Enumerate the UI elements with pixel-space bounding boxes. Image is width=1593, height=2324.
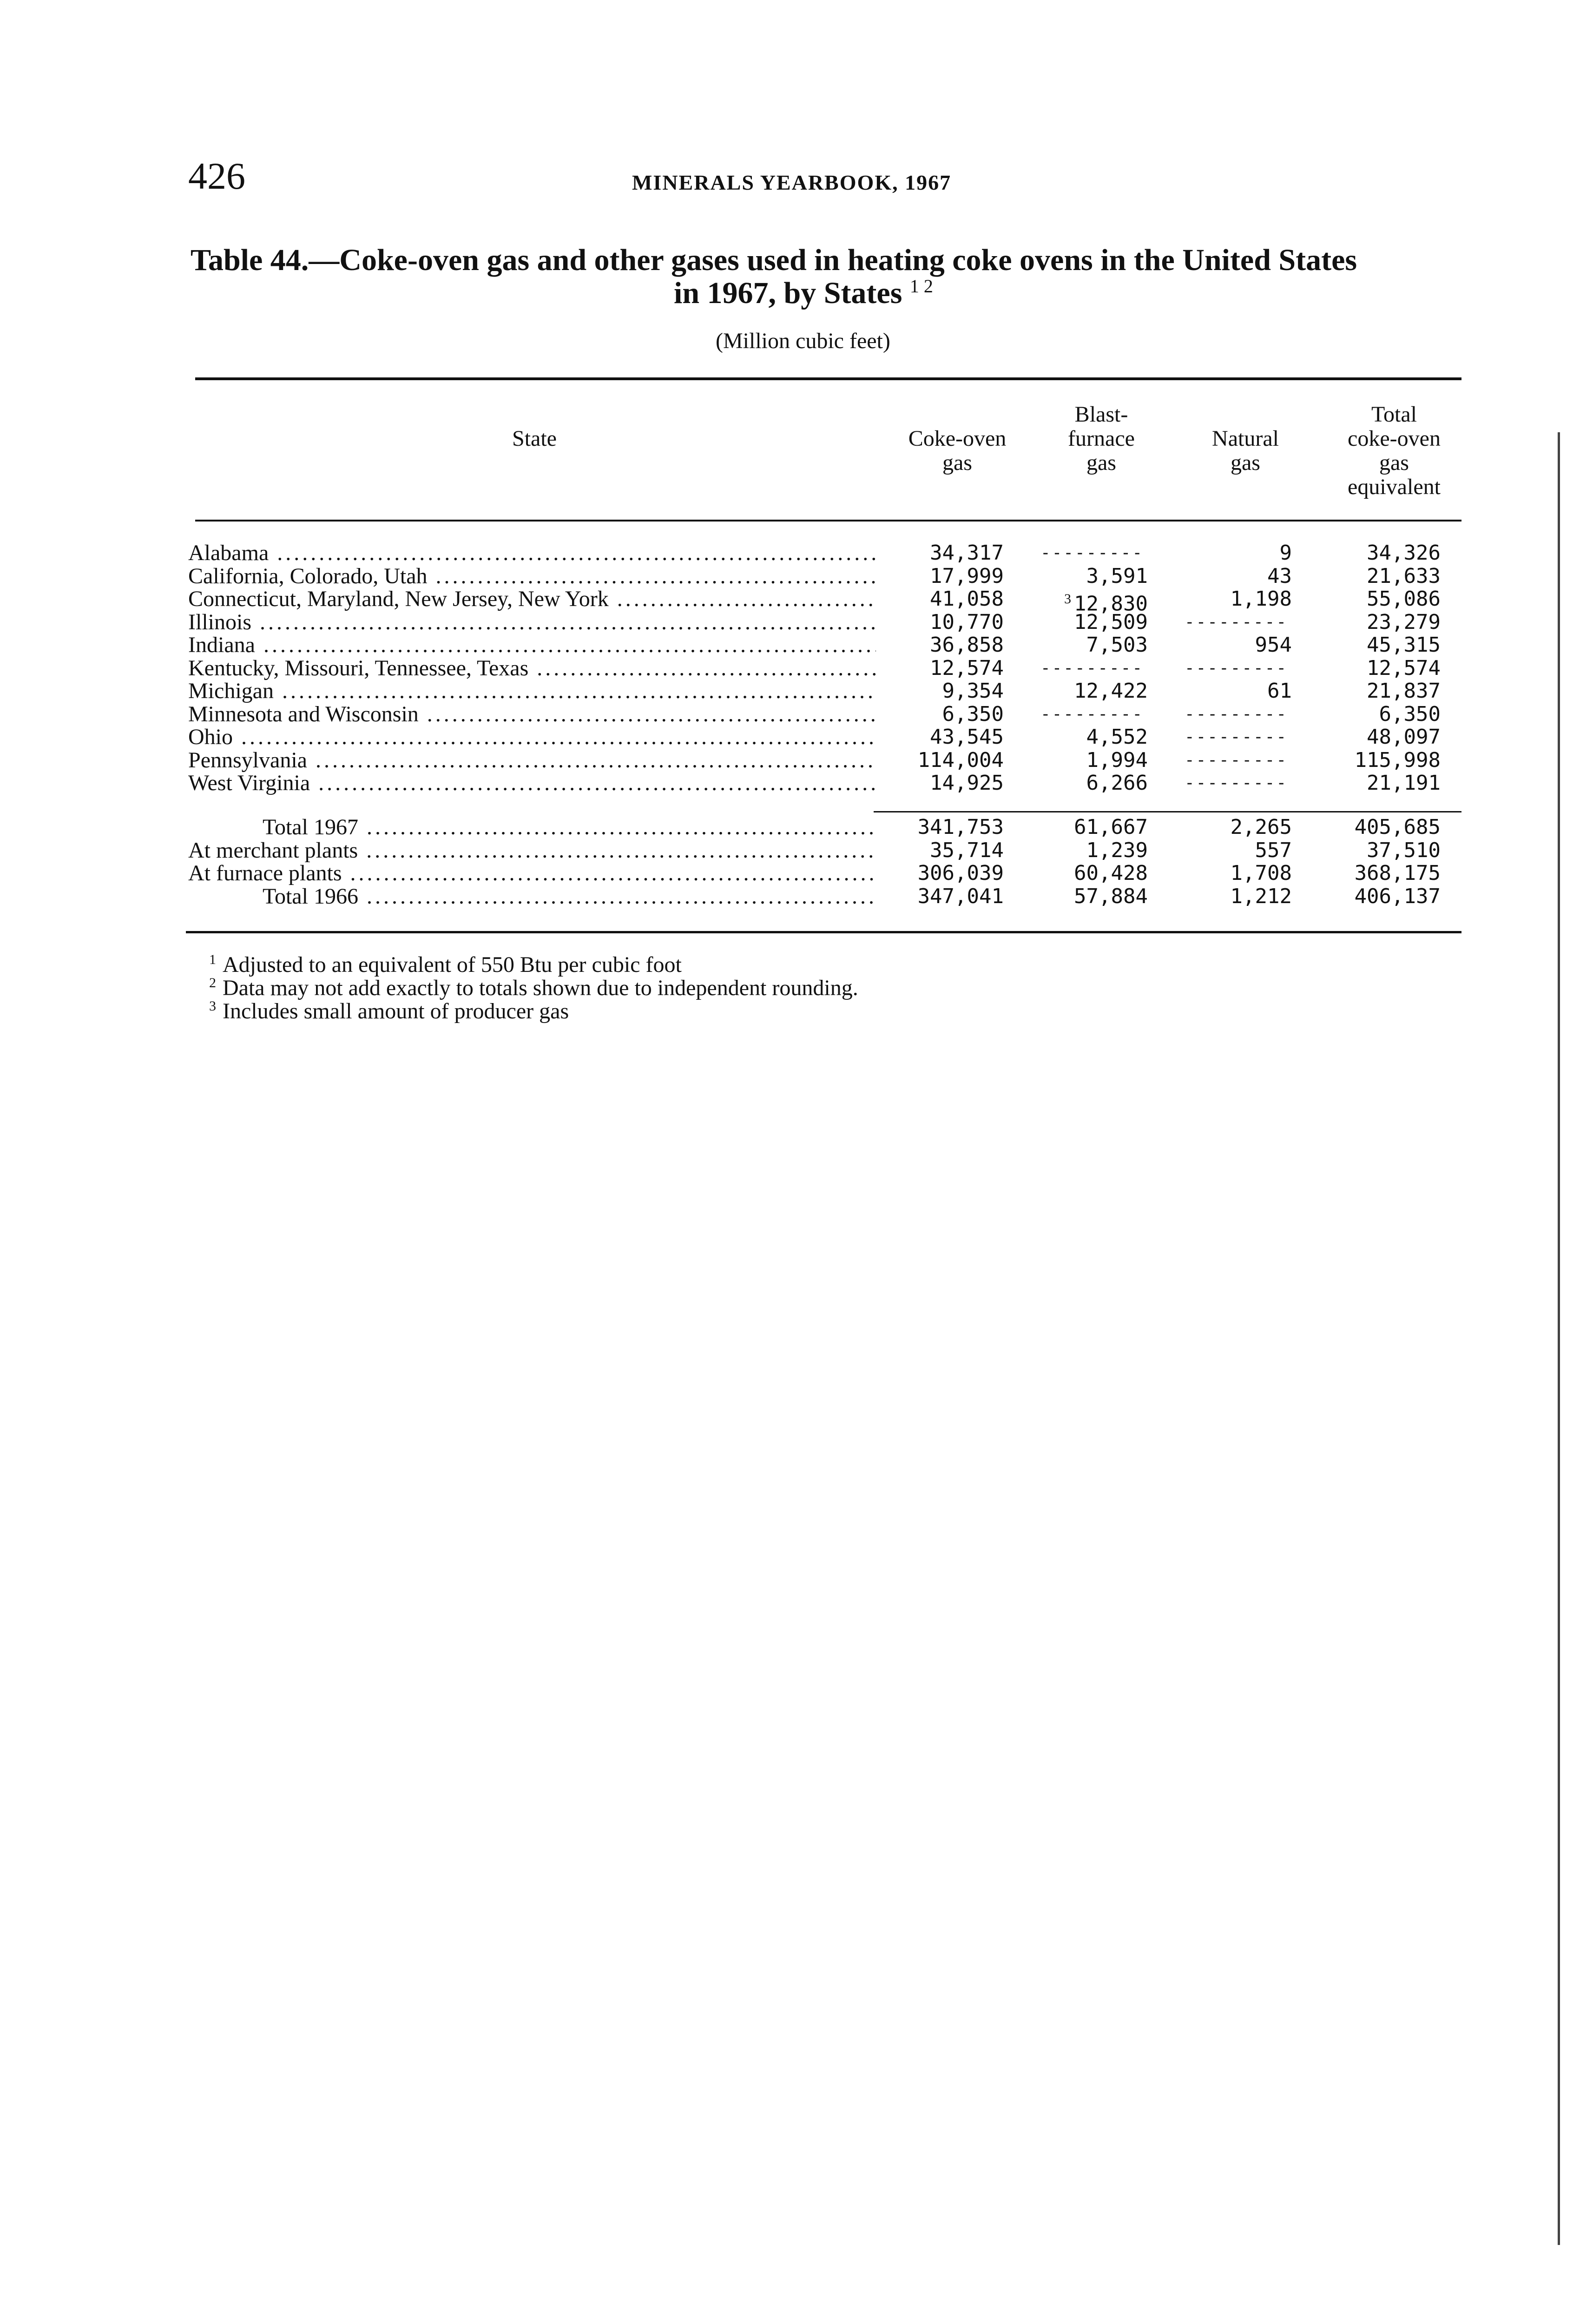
cell-total (1367, 772, 1441, 795)
cell-value: 14,925 (930, 771, 1004, 795)
cell-coke-oven (918, 862, 1004, 885)
cell-value: 3,591 (1086, 564, 1148, 588)
totals-top-rule (874, 811, 1461, 812)
cell-value: 36,858 (930, 633, 1004, 657)
cell-coke-oven (942, 680, 1004, 703)
cell-value: --------- (1184, 659, 1288, 678)
state-row (0, 680, 1593, 703)
state-label (188, 749, 876, 772)
cell-coke-oven (930, 588, 1004, 611)
cell-value: 6,266 (1086, 771, 1148, 795)
cell-blast-furnace (1074, 862, 1148, 885)
cell-coke-oven (930, 565, 1004, 588)
cell-value: 954 (1255, 633, 1292, 657)
row-label-text: Ohio (188, 726, 233, 749)
cell-value: 37,510 (1367, 838, 1441, 862)
cell-coke-oven (930, 772, 1004, 795)
cell-value: 114,004 (917, 748, 1004, 772)
cell-value: 115,998 (1354, 748, 1441, 772)
row-label-text: West Virginia (188, 772, 310, 795)
table-units: (Million cubic feet) (716, 329, 890, 353)
title-footnote-refs: 1 2 (909, 276, 933, 297)
footnote-3: $^3$ Includes small amount of producer gas (209, 998, 569, 1023)
cell-value: --------- (1040, 543, 1144, 562)
total-row (0, 885, 1593, 908)
cell-value: --------- (1184, 773, 1288, 792)
cell-natural (1176, 657, 1297, 680)
cell-coke-oven (930, 726, 1004, 749)
cell-blast-furnace (1086, 726, 1148, 749)
state-label (188, 726, 876, 749)
state-row (0, 703, 1593, 726)
footnote-1: $^1$ Adjusted to an equivalent of 550 Btu per cubic foot (209, 952, 682, 977)
cell-natural (1231, 588, 1292, 611)
state-row (0, 565, 1593, 588)
row-label-text: Michigan (188, 680, 274, 703)
row-label-text: Connecticut, Maryland, New Jersey, New York (188, 588, 609, 611)
cell-value: --------- (1040, 705, 1144, 724)
cell-value: --------- (1184, 705, 1288, 724)
cell-natural (1176, 772, 1297, 795)
column-header-coke-oven: Coke-oven gas (908, 426, 1007, 475)
cell-blast-furnace (1074, 680, 1148, 703)
cell-value: 12,574 (930, 656, 1004, 680)
state-label (188, 772, 876, 795)
total-row (0, 862, 1593, 885)
state-label (188, 657, 876, 680)
cell-blast-furnace (1086, 772, 1148, 795)
cell-value: 45,315 (1367, 633, 1441, 657)
cell-value: 17,999 (930, 564, 1004, 588)
cell-blast-furnace (1086, 634, 1148, 657)
row-label-text: Minnesota and Wisconsin (188, 703, 419, 726)
cell-natural (1267, 680, 1292, 703)
total-label (188, 862, 876, 885)
cell-coke-oven (942, 703, 1004, 726)
cell-value: 21,633 (1367, 564, 1441, 588)
cell-value: 12,422 (1074, 679, 1148, 703)
total-label (263, 816, 876, 839)
footnote-ref: 3 (1064, 591, 1072, 607)
cell-coke-oven (918, 816, 1004, 839)
cell-value: 43 (1267, 564, 1292, 588)
cell-blast-furnace (1074, 816, 1148, 839)
state-label (188, 611, 876, 634)
cell-blast-furnace (1032, 541, 1152, 565)
cell-value: 4,552 (1086, 725, 1148, 749)
cell-value: 341,753 (917, 815, 1004, 839)
cell-value: 61,667 (1074, 815, 1148, 839)
cell-natural (1176, 726, 1297, 749)
cell-value: 406,137 (1354, 885, 1441, 908)
cell-value: 57,884 (1074, 885, 1148, 908)
cell-value: 6,350 (942, 702, 1004, 726)
cell-natural (1176, 703, 1297, 726)
cell-value: 12,509 (1074, 610, 1148, 634)
cell-coke-oven (930, 541, 1004, 565)
state-label (188, 703, 876, 726)
cell-natural (1176, 611, 1297, 634)
cell-total (1379, 703, 1441, 726)
cell-value: 34,326 (1367, 541, 1441, 565)
total-row (0, 816, 1593, 839)
cell-natural (1255, 839, 1292, 862)
cell-value: 21,837 (1367, 679, 1441, 703)
cell-blast-furnace (1086, 565, 1148, 588)
cell-value: --------- (1184, 727, 1288, 746)
cell-value: 1,708 (1230, 861, 1292, 885)
cell-natural (1267, 565, 1292, 588)
cell-value: 61 (1267, 679, 1292, 703)
row-label-text: California, Colorado, Utah (188, 565, 428, 588)
cell-natural (1176, 749, 1297, 772)
cell-value: 41,058 (930, 587, 1004, 611)
column-header-state: State (512, 426, 557, 451)
state-label (188, 565, 876, 588)
cell-value: 35,714 (930, 838, 1004, 862)
state-label (188, 588, 876, 611)
cell-value: 55,086 (1367, 587, 1441, 611)
table-top-rule (195, 377, 1461, 380)
cell-value: 21,191 (1367, 771, 1441, 795)
table-bottom-rule (186, 931, 1461, 933)
cell-total (1367, 839, 1441, 862)
cell-total (1367, 565, 1441, 588)
cell-total (1355, 885, 1441, 908)
state-row (0, 749, 1593, 772)
cell-total (1355, 862, 1441, 885)
cell-value: 1,239 (1086, 838, 1148, 862)
cell-value: 9,354 (942, 679, 1004, 703)
cell-total (1367, 588, 1441, 611)
table-title-line2: in 1967, by States (674, 276, 902, 310)
cell-natural (1231, 816, 1292, 839)
cell-value: --------- (1184, 751, 1288, 770)
cell-value: 368,175 (1354, 861, 1441, 885)
row-label-text: At merchant plants (188, 839, 358, 862)
cell-value: 405,685 (1354, 815, 1441, 839)
cell-blast-furnace (1086, 839, 1148, 862)
cell-value: 10,770 (930, 610, 1004, 634)
cell-total (1367, 634, 1441, 657)
cell-blast-furnace (1032, 657, 1152, 680)
state-row (0, 634, 1593, 657)
cell-value: 2,265 (1230, 815, 1292, 839)
table-title-continued (674, 275, 933, 311)
cell-value: 12,830 (1074, 592, 1148, 616)
row-label-text: At furnace plants (188, 862, 342, 885)
table-title: Table 44.—Coke-oven gas and other gases used in heating coke ovens in the United States (191, 243, 1357, 277)
state-row (0, 657, 1593, 680)
cell-value: 7,503 (1086, 633, 1148, 657)
cell-value: 60,428 (1074, 861, 1148, 885)
cell-total (1355, 749, 1441, 772)
cell-value: 557 (1255, 838, 1292, 862)
page-number: 426 (188, 155, 245, 197)
cell-natural (1280, 541, 1292, 565)
cell-value: 6,350 (1379, 702, 1441, 726)
cell-total (1355, 816, 1441, 839)
cell-value: 306,039 (917, 861, 1004, 885)
cell-value: 347,041 (917, 885, 1004, 908)
header-bottom-rule (195, 520, 1461, 522)
cell-blast-furnace (1032, 703, 1152, 726)
row-label-text: Alabama (188, 541, 269, 565)
state-row (0, 726, 1593, 749)
cell-coke-oven (918, 749, 1004, 772)
state-label (188, 541, 876, 565)
cell-total (1367, 541, 1441, 565)
cell-blast-furnace (1074, 611, 1148, 634)
total-label (188, 839, 876, 862)
cell-coke-oven (930, 611, 1004, 634)
cell-total (1367, 657, 1441, 680)
cell-value: 48,097 (1367, 725, 1441, 749)
row-label-text: Total 1967 (263, 816, 358, 839)
cell-value: 1,994 (1086, 748, 1148, 772)
cell-value: --------- (1040, 659, 1144, 678)
state-row (0, 611, 1593, 634)
cell-total (1367, 680, 1441, 703)
cell-total (1367, 726, 1441, 749)
column-header-total: Total coke-oven gas equivalent (1348, 402, 1441, 499)
cell-natural (1255, 634, 1292, 657)
row-label-text: Indiana (188, 634, 255, 657)
cell-coke-oven (930, 839, 1004, 862)
cell-value: 34,317 (930, 541, 1004, 565)
cell-coke-oven (930, 657, 1004, 680)
column-header-blast-furnace: Blast- furnace gas (1068, 402, 1135, 475)
cell-value: --------- (1184, 613, 1288, 632)
cell-value: 23,279 (1367, 610, 1441, 634)
row-label-text: Illinois (188, 611, 252, 634)
cell-natural (1231, 885, 1292, 908)
running-head: MINERALS YEARBOOK, 1967 (632, 171, 952, 194)
state-row (0, 772, 1593, 795)
row-label-text: Kentucky, Missouri, Tennessee, Texas (188, 657, 529, 680)
total-label (263, 885, 876, 908)
state-row (0, 587, 1593, 616)
total-row (0, 839, 1593, 862)
state-row (0, 541, 1593, 565)
state-label (188, 680, 876, 703)
cell-value: 1,198 (1230, 587, 1292, 611)
row-label-text: Total 1966 (263, 885, 358, 908)
cell-value: 9 (1279, 541, 1292, 565)
cell-blast-furnace (1074, 885, 1148, 908)
cell-coke-oven (918, 885, 1004, 908)
cell-blast-furnace (1086, 749, 1148, 772)
row-label-text: Pennsylvania (188, 749, 307, 772)
footnote-2: $^2$ Data may not add exactly to totals shown due to independent rounding. (209, 975, 858, 1000)
cell-total (1367, 611, 1441, 634)
cell-value: 43,545 (930, 725, 1004, 749)
column-header-natural-gas: Natural gas (1212, 426, 1279, 475)
cell-value: 12,574 (1367, 656, 1441, 680)
cell-coke-oven (930, 634, 1004, 657)
cell-value: 1,212 (1230, 885, 1292, 908)
state-label (188, 634, 876, 657)
scan-margin-line (1558, 432, 1560, 2245)
cell-natural (1231, 862, 1292, 885)
